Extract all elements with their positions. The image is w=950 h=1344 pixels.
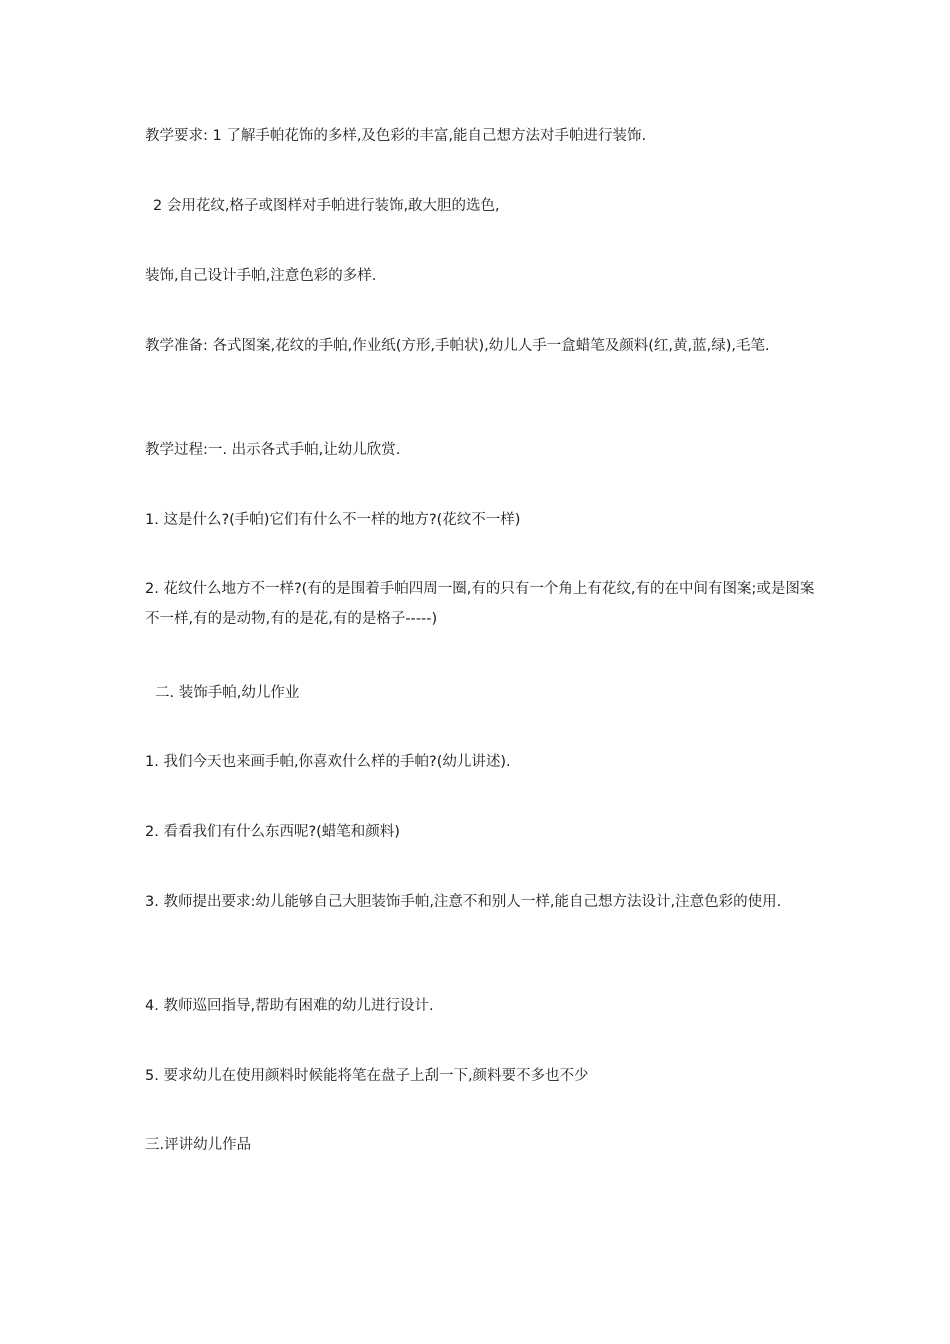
process-step-2-5: 5. 要求幼儿在使用颜料时候能将笔在盘子上刮一下,颜料要不多也不少: [145, 1068, 589, 1084]
section-three-heading: 三.评讲幼儿作品: [145, 1137, 252, 1153]
section-two-heading: 二. 装饰手帕,幼儿作业: [155, 685, 300, 701]
process-step-1-1: 1. 这是什么?(手帕)它们有什么不一样的地方?(花纹不一样): [145, 512, 521, 528]
process-step-1-2: 2. 花纹什么地方不一样?(有的是围着手帕四周一圈,有的只有一个角上有花纹,有的在中间有图案;或是图案不一样,有的是动物,有的是花,有的是格子-----): [145, 581, 815, 627]
process-step-2-3: 3. 教师提出要求:幼儿能够自己大胆装饰手帕,注意不和别人一样,能自己想方法设计,注意色彩的使用.: [145, 894, 782, 910]
teaching-preparation-paragraph: 教学准备: 各式图案,花纹的手帕,作业纸(方形,手帕状),幼儿人手一盒蜡笔及颜料(红,黄,蓝,绿),毛笔.: [145, 338, 770, 354]
process-step-2-4: 4. 教师巡回指导,帮助有困难的幼儿进行设计.: [145, 998, 434, 1014]
requirement-two-continuation: 装饰,自己设计手帕,注意色彩的多样.: [145, 268, 377, 284]
process-step-2-2: 2. 看看我们有什么东西呢?(蜡笔和颜料): [145, 824, 400, 840]
teaching-process-heading: 教学过程:一. 出示各式手帕,让幼儿欣赏.: [145, 442, 401, 458]
process-step-2-1: 1. 我们今天也来画手帕,你喜欢什么样的手帕?(幼儿讲述).: [145, 754, 511, 770]
requirement-two-paragraph: 2 会用花纹,格子或图样对手帕进行装饰,敢大胆的选色,: [153, 198, 500, 214]
teaching-requirements-paragraph: 教学要求: 1 了解手帕花饰的多样,及色彩的丰富,能自己想方法对手帕进行装饰.: [145, 128, 647, 144]
